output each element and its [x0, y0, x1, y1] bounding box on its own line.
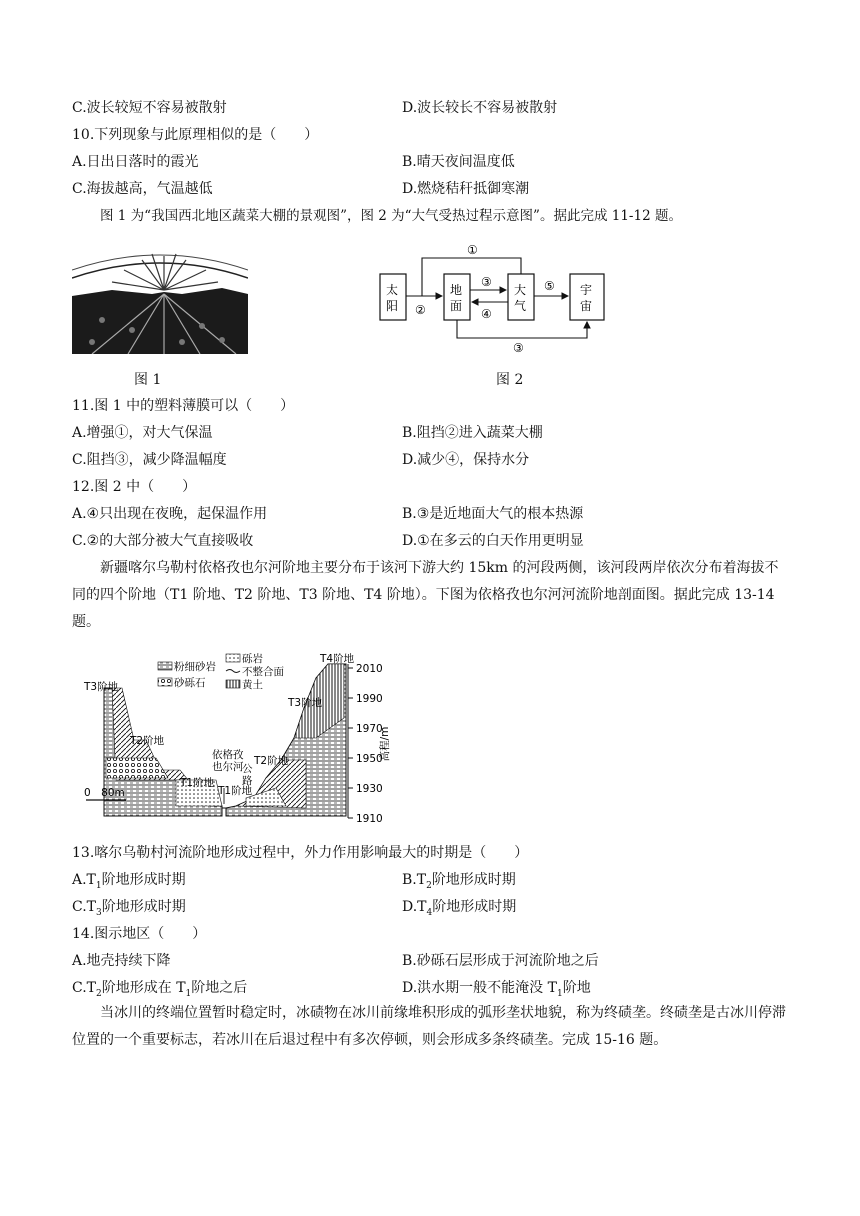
sun-label-2: 阳 — [386, 299, 399, 313]
ytick-1950: 1950 — [356, 753, 383, 765]
label-river-2: 也尔河 — [212, 761, 244, 773]
legend — [158, 652, 284, 691]
legend-gravel: 砂砾石 — [174, 677, 206, 689]
legend-unconformity: 不整合面 — [242, 666, 284, 678]
q11-option-b: B.阻挡②进入蔬菜大棚 — [402, 425, 543, 441]
q12-option-b: B.③是近地面大气的根本热源 — [402, 506, 584, 522]
label-river-1: 依格孜 — [212, 749, 244, 761]
q10-option-d: D.燃烧秸秆抵御寒潮 — [402, 181, 530, 197]
scale-label: 0 80m — [84, 787, 125, 799]
label-t1-left: T1阶地 — [180, 777, 215, 789]
q12-option-a: A.④只出现在夜晚，起保温作用 — [72, 506, 268, 522]
q10-option-c: C.海拔越高，气温越低 — [72, 181, 213, 197]
q11-option-d: D.减少④，保持水分 — [402, 452, 530, 468]
q10-stem: 10.下列现象与此原理相似的是（ ） — [72, 127, 319, 143]
ground-label-1: 地 — [450, 283, 463, 297]
legend-silt: 粉细砂岩 — [174, 661, 216, 673]
label-n1: ① — [467, 243, 478, 257]
q12-option-d: D.①在多云的白天作用更明显 — [402, 533, 584, 549]
label-n4: ④ — [481, 307, 492, 321]
box-atmosphere — [508, 274, 534, 320]
q14-stem: 14.图示地区（ ） — [72, 926, 207, 942]
box-space — [570, 274, 604, 320]
y-axis-label: 高程/m — [379, 726, 391, 762]
figure-1-greenhouse — [72, 250, 248, 354]
q14-option-b: B.砂砾石层形成于河流阶地之后 — [402, 953, 599, 969]
ytick-1990: 1990 — [356, 693, 383, 705]
q14-option-c: $C.T_2$阶地形成在 $T_1$阶地之后 — [72, 980, 248, 999]
label-t2-right: T2阶地 — [254, 755, 289, 767]
box-ground — [444, 274, 470, 320]
ytick-1930: 1930 — [356, 783, 383, 795]
label-n3: ③ — [481, 275, 492, 289]
ground-label-2: 面 — [450, 299, 463, 313]
q13-stem: 13.喀尔乌勒村河流阶地形成过程中，外力作用影响最大的时期是（ ） — [72, 845, 529, 861]
label-t2-left: T2阶地 — [130, 735, 165, 747]
q11-stem: 11.图 1 中的塑料薄膜可以（ ） — [72, 398, 295, 414]
y-ticks — [348, 668, 353, 818]
q12-option-c: C.②的大部分被大气直接吸收 — [72, 533, 254, 549]
q11-option-a: A.增强①，对大气保温 — [72, 425, 213, 441]
label-n5: ⑤ — [544, 279, 555, 293]
q12-stem: 12.图 2 中（ ） — [72, 479, 197, 495]
q10-option-b: B.晴天夜间温度低 — [402, 154, 515, 170]
ytick-2010: 2010 — [356, 663, 383, 675]
intro-11-12: 图 1 为“我国西北地区蔬菜大棚的景观图”，图 2 为“大气受热过程示意图”。据此完成 11-12 题。 — [100, 208, 682, 224]
figure-2-heating-diagram — [374, 238, 614, 358]
q14-option-a: A.地壳持续下降 — [72, 953, 171, 969]
q13-option-c: $C.T_3$阶地形成时期 — [72, 899, 186, 918]
atm-label-1: 大 — [514, 283, 527, 297]
q9-option-d: D.波长较长不容易被散射 — [402, 100, 558, 116]
q14-option-d: D.洪水期一般不能淹没 $T_1$阶地 — [402, 980, 591, 999]
space-label-1: 宇 — [580, 283, 593, 297]
label-t1-right: T1阶地 — [218, 785, 253, 797]
q13-option-d: $D.T_4$阶地形成时期 — [402, 899, 517, 918]
figure-2-caption: 图 2 — [496, 372, 524, 388]
space-label-2: 宙 — [580, 299, 593, 313]
ytick-1970: 1970 — [356, 723, 383, 735]
intro-13-14: 新疆喀尔乌勒村依格孜也尔河阶地主要分布于该河下游大约 15km 的河段两侧，该河段两岸依次分布着海拔不同的四个阶地（T1 阶地、T2 阶地、T3 阶地、T4 阶地）。下图为依格孜也尔河河流阶地剖面图。据此完成 13-14 题。 — [72, 560, 779, 630]
figure-3-terrace-profile — [76, 648, 396, 828]
q11-option-c: C.阻挡③，减少降温幅度 — [72, 452, 227, 468]
box-sun — [380, 274, 406, 320]
ytick-1910: 1910 — [356, 813, 383, 825]
label-t4: T4阶地 — [320, 653, 355, 665]
legend-conglomerate: 砾岩 — [242, 653, 263, 665]
intro-15-16: 当冰川的终端位置暂时稳定时，冰碛物在冰川前缘堆积形成的弧形垄状地貌，称为终碛垄。终碛垄是古冰川停滞位置的一个重要标志，若冰川在后退过程中有多次停顿，则会形成多条终碛垄。完成 15-16 题。 — [72, 1005, 786, 1048]
q10-option-a: A.日出日落时的霞光 — [72, 154, 199, 170]
sun-label-1: 太 — [386, 283, 399, 297]
label-road-2: 路 — [242, 775, 253, 787]
q9-option-c: C.波长较短不容易被散射 — [72, 100, 227, 116]
figure-1-caption: 图 1 — [134, 372, 162, 388]
label-road-1: 公 — [242, 763, 253, 775]
label-t3-right: T3阶地 — [288, 697, 323, 709]
label-t3-left: T3阶地 — [84, 681, 119, 693]
atm-label-2: 气 — [514, 299, 527, 313]
legend-loess: 黄土 — [242, 679, 263, 691]
q13-option-b: $B.T_2$阶地形成时期 — [402, 872, 516, 891]
label-n2: ② — [415, 303, 426, 317]
label-n3-lower: ③ — [513, 341, 524, 355]
q13-option-a: $A.T_1$阶地形成时期 — [72, 872, 186, 891]
